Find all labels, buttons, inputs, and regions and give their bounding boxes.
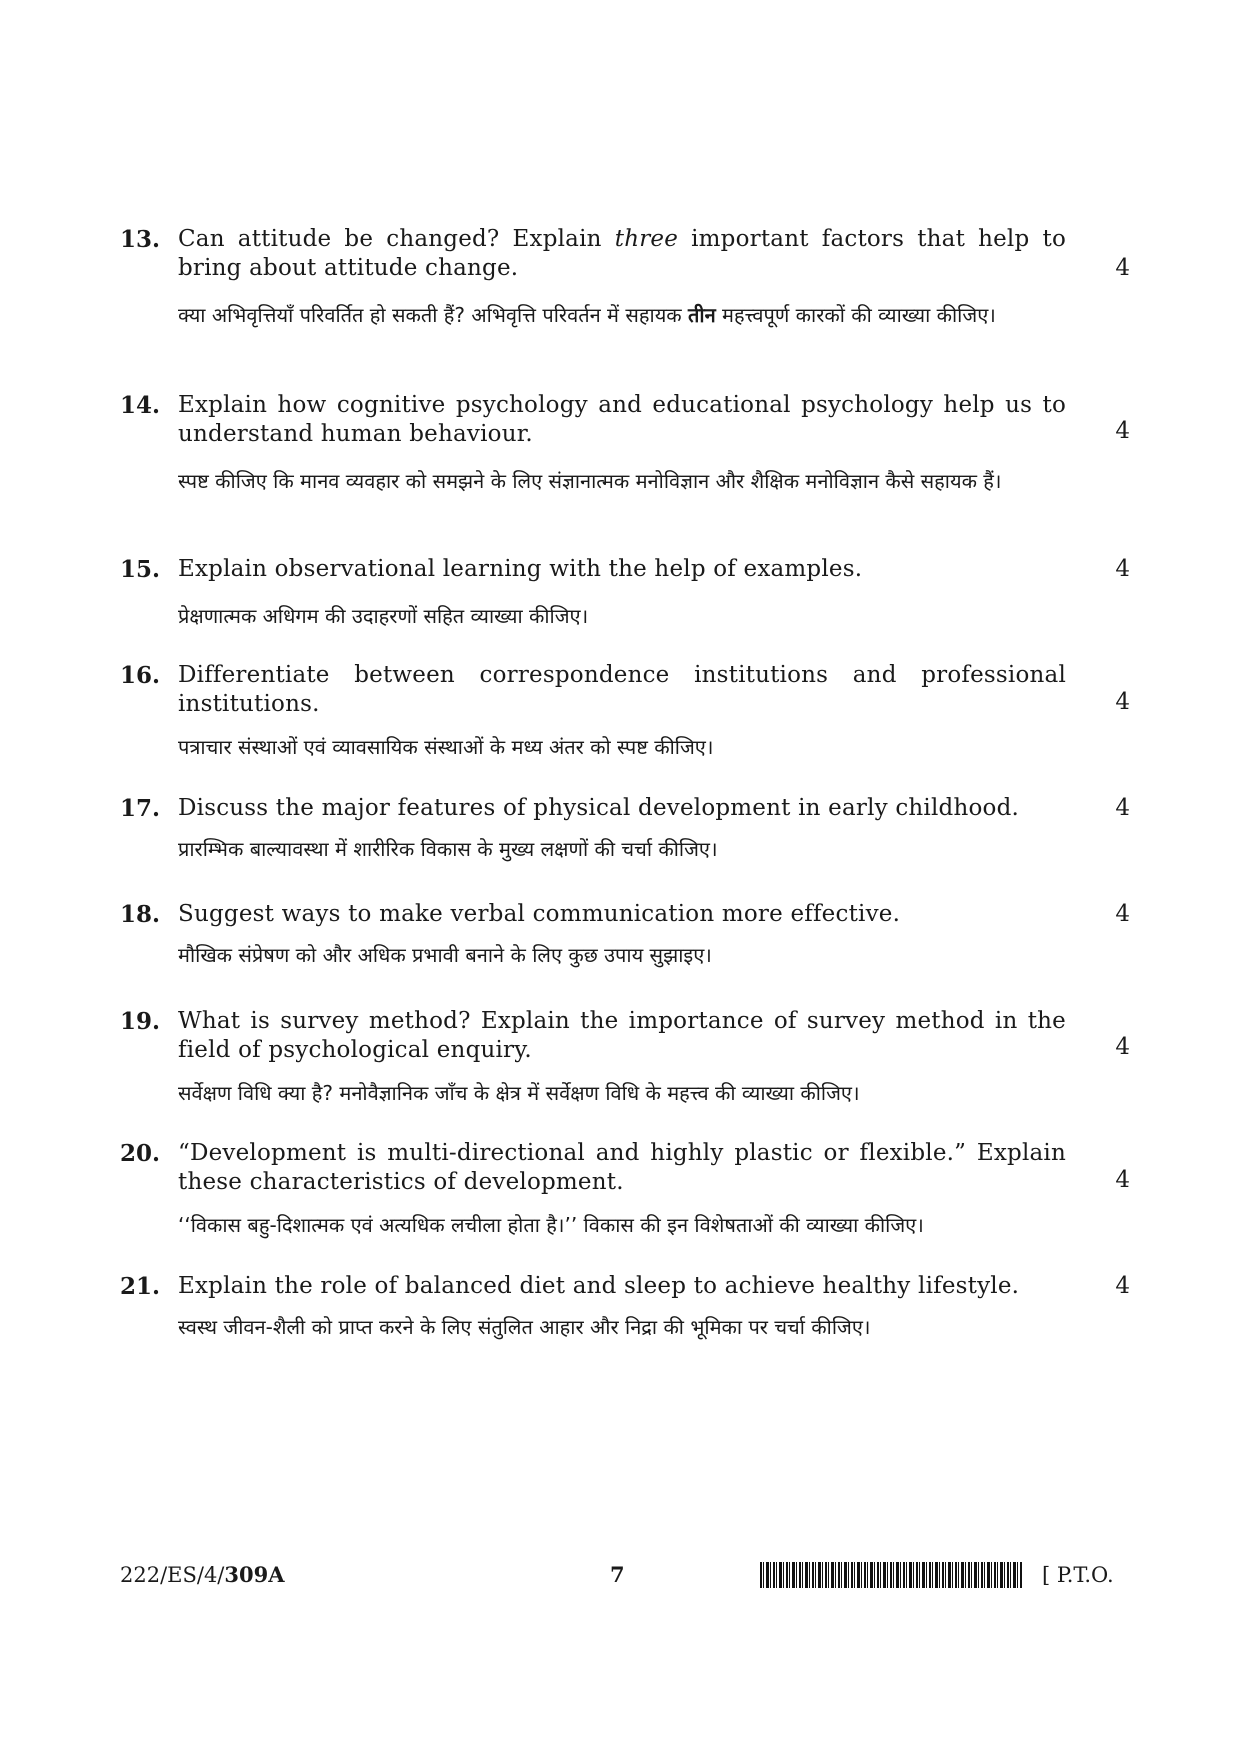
- question-text-english: Explain observational learning with the help of examples.: [178, 556, 863, 582]
- page-footer: [120, 1560, 1130, 1590]
- paper-code: 222/ES/4/309A: [120, 1562, 285, 1587]
- question-text-english: What is survey method? Explain the importance of survey method in the field of psychological enquiry.: [178, 1008, 1066, 1063]
- question-text-hindi: सर्वेक्षण विधि क्या है? मनोवैज्ञानिक जाँच के क्षेत्र में सर्वेक्षण विधि के महत्त्व की व्याख्या कीजिए।: [178, 1081, 860, 1105]
- question-text-english-cont: institutions.: [178, 691, 320, 717]
- marks: 4: [1115, 1273, 1130, 1299]
- question-number: 21.: [120, 1273, 161, 1300]
- question-number: 19.: [120, 1008, 161, 1035]
- barcode-graphic: [760, 1562, 1022, 1588]
- question-text-english: Discuss the major features of physical development in early childhood.: [178, 795, 1020, 821]
- question-text-hindi: मौखिक संप्रेषण को और अधिक प्रभावी बनाने के लिए कुछ उपाय सुझाइए।: [178, 943, 712, 967]
- question-text-hindi: स्वस्थ जीवन-शैली को प्राप्त करने के लिए संतुलित आहार और निद्रा की भूमिका पर चर्चा कीजिए।: [178, 1315, 871, 1339]
- marks: 4: [1115, 1167, 1130, 1193]
- question-text-hindi: पत्राचार संस्थाओं एवं व्यावसायिक संस्थाओं के मध्य अंतर को स्पष्ट कीजिए।: [178, 735, 714, 759]
- question-text-hindi: ‘‘विकास बहु-दिशात्मक एवं अत्यधिक लचीला होता है।’’ विकास की इन विशेषताओं की व्याख्या कीजिए।: [178, 1213, 924, 1237]
- marks: 4: [1115, 556, 1130, 582]
- question-text-english: Suggest ways to make verbal communication more effective.: [178, 901, 901, 927]
- question-text-english: Explain how cognitive psychology and educational psychology help us to understand human behaviour.: [178, 392, 1066, 447]
- question-number: 16.: [120, 662, 161, 689]
- question-number: 13.: [120, 226, 161, 253]
- question-text-english: Differentiate between correspondence institutions and professional: [178, 662, 1066, 688]
- marks: 4: [1115, 901, 1130, 927]
- marks: 4: [1115, 255, 1130, 281]
- question-number: 14.: [120, 392, 161, 419]
- page-number: 7: [610, 1562, 625, 1587]
- marks: 4: [1115, 418, 1130, 444]
- marks: 4: [1115, 795, 1130, 821]
- question-text-english: “Development is multi-directional and highly plastic or flexible.” Explain these characteristics of development.: [178, 1140, 1066, 1195]
- question-number: 20.: [120, 1140, 161, 1167]
- question-text-english: Explain the role of balanced diet and sleep to achieve healthy lifestyle.: [178, 1273, 1020, 1299]
- question-text-hindi: प्रारम्भिक बाल्यावस्था में शारीरिक विकास के मुख्य लक्षणों की चर्चा कीजिए।: [178, 837, 718, 861]
- marks: 4: [1115, 689, 1130, 715]
- question-number: 18.: [120, 901, 161, 928]
- question-number: 17.: [120, 795, 161, 822]
- marks: 4: [1115, 1034, 1130, 1060]
- question-text-hindi: क्या अभिवृत्तियाँ परिवर्तित हो सकती हैं? अभिवृत्ति परिवर्तन में सहायक तीन महत्त्वपूर्ण कारकों की व्याख्या कीजिए।: [178, 303, 996, 327]
- question-text-english: Can attitude be changed? Explain three important factors that help to bring about attitude change.: [178, 226, 1066, 281]
- question-text-hindi: प्रेक्षणात्मक अधिगम की उदाहरणों सहित व्याख्या कीजिए।: [178, 604, 589, 628]
- question-number: 15.: [120, 556, 161, 583]
- pto-label: [ P.T.O.: [1042, 1563, 1114, 1587]
- question-text-hindi: स्पष्ट कीजिए कि मानव व्यवहार को समझने के लिए संज्ञानात्मक मनोविज्ञान और शैक्षिक मनोविज्ञान कैसे सहायक हैं।: [178, 469, 1002, 493]
